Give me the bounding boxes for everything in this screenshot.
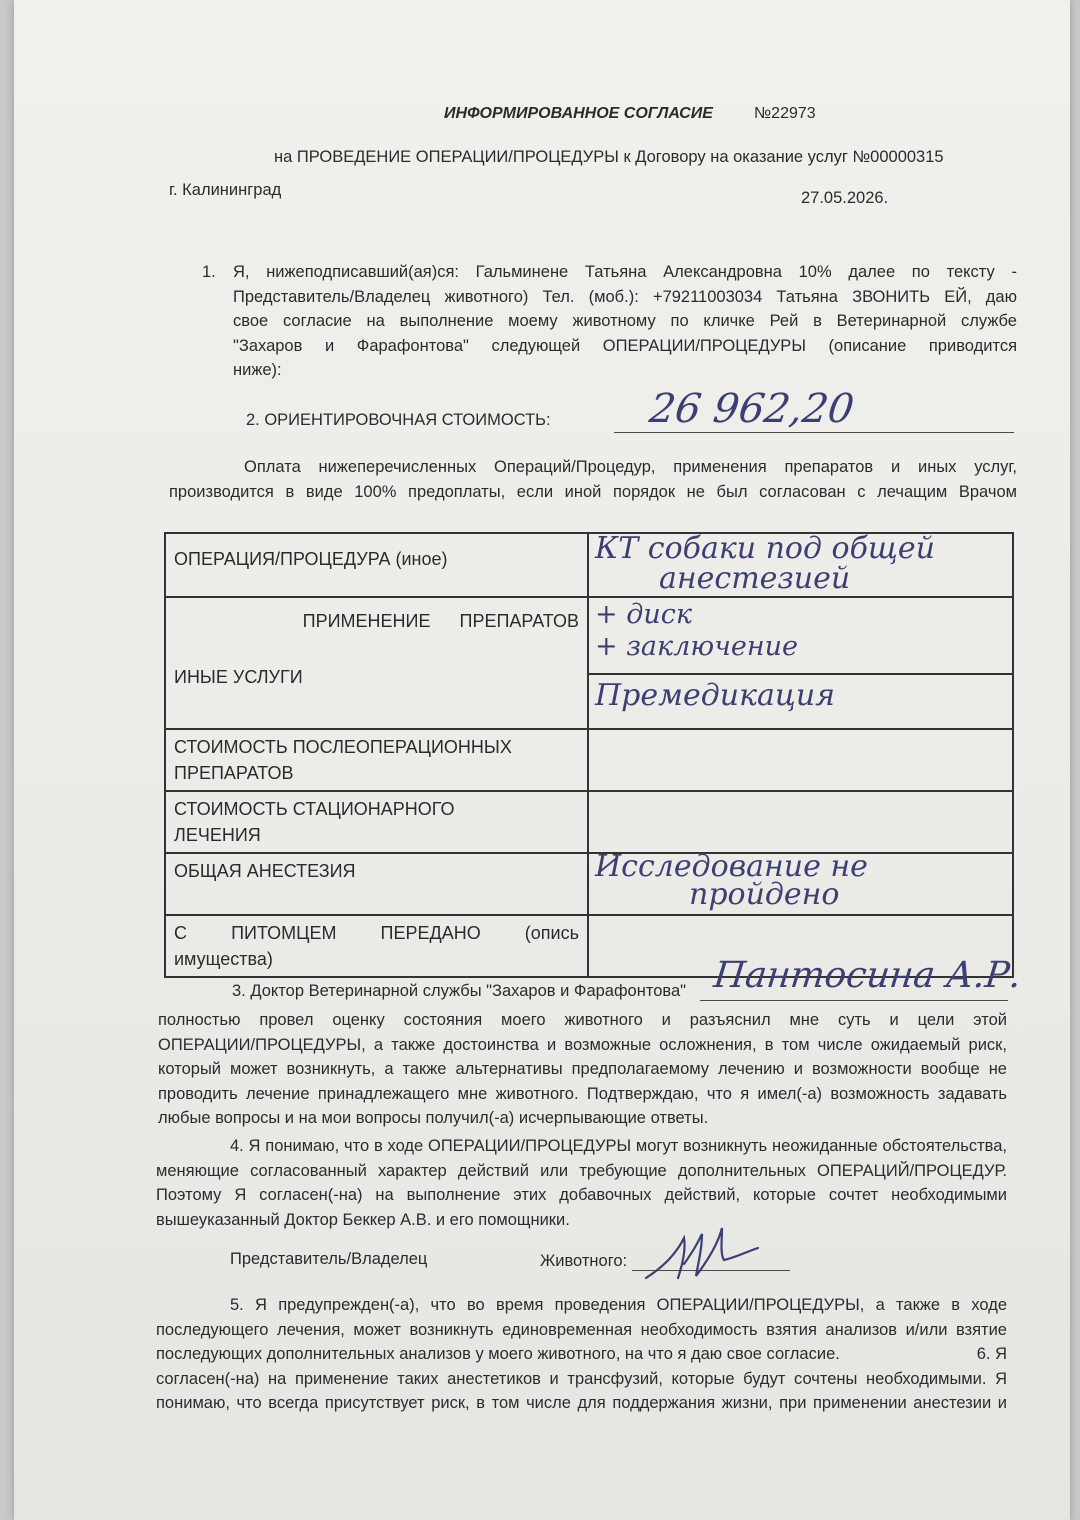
property-label: С ПИТОМЦЕМ ПЕРЕДАНО (опись (174, 923, 579, 943)
property-label: имущества) (174, 949, 273, 969)
table-cell-label (165, 597, 588, 729)
table-row (165, 597, 1013, 729)
section4-line: вышеуказанный Доктор Беккер А.В. и его помощники. (156, 1210, 570, 1229)
section1-body (233, 260, 1017, 383)
estimated-cost-label: 2. ОРИЕНТИРОВОЧНАЯ СТОИМОСТЬ: (246, 411, 551, 429)
section1-line: свое согласие на выполнение моему животному по кличке Рей в Ветеринарной службе (233, 312, 1017, 330)
handwritten-entry: Исследование не (595, 849, 868, 884)
table-row (165, 791, 1013, 853)
section5-body (156, 1293, 1007, 1416)
section3-line: ОПЕРАЦИИ/ПРОЦЕДУРЫ, а также достоинства и возможные осложнения, в том числе ожидаемый риск, (158, 1035, 1007, 1054)
section5-line: 5. Я предупрежден(-а), что во время проведения ОПЕРАЦИИ/ПРОЦЕДУРЫ, а также в ходе (230, 1296, 1007, 1314)
payment-line: Оплата нижеперечисленных Операций/Процедур, применения препаратов и иных услуг, (244, 458, 1017, 476)
table-cell-label (165, 791, 588, 853)
handwritten-cost: 26 962,20 (646, 386, 857, 432)
procedure-table (164, 532, 1014, 978)
section3-lead: 3. Доктор Ветеринарной службы "Захаров и Фарафонтова" (232, 982, 686, 1000)
section4-line: 4. Я понимаю, что в ходе ОПЕРАЦИИ/ПРОЦЕДУРЫ могут возникнуть неожиданные обстоятельства, (230, 1137, 1007, 1155)
document-page (14, 0, 1070, 1520)
section6-line: согласен(-на) на применение таких анестетиков и трансфузий, которые будут сочтены необходимыми. Я (156, 1369, 1007, 1388)
postop-label: СТОИМОСТЬ ПОСЛЕОПЕРАЦИОННЫХ (174, 737, 512, 757)
section4-line: меняющие согласованный характер действий или требующие дополнительных ОПЕРАЦИЙ/ПРОЦЕДУР. (156, 1161, 1007, 1180)
doctor-signature-line (700, 1000, 1008, 1001)
inpatient-label: ЛЕЧЕНИЯ (174, 825, 261, 845)
section1-line: Я, нижеподписавший(ая)ся: Гальминене Татьяна Александровна 10% далее по тексту - (233, 263, 1017, 281)
handwritten-entry: КТ собаки под общей (595, 531, 936, 566)
postop-label: ПРЕПАРАТОВ (174, 763, 294, 783)
anesthesia-label: ОБЩАЯ АНЕСТЕЗИЯ (174, 861, 356, 881)
table-row (165, 533, 1013, 597)
section6-line: понимаю, что всегда присутствует риск, в том числе для поддержания жизни, при применении анестезии и (156, 1394, 1007, 1412)
section5-line-text: последующих дополнительных анализов у моего животного, на что я даю свое согласие. (156, 1345, 840, 1363)
owner-label: Представитель/Владелец (230, 1250, 428, 1268)
section5-line: последующего лечения, может возникнуть единовременная необходимость взятия анализов и/или взятие (156, 1320, 1007, 1339)
inpatient-label (174, 796, 579, 822)
document-number: №22973 (754, 105, 816, 122)
table-cell-value (588, 849, 1013, 915)
preparations-value (589, 598, 1012, 675)
handwritten-entry: анестезией (659, 561, 851, 596)
section4-body (156, 1134, 1007, 1232)
document-city: г. Калининград (169, 181, 282, 199)
section3-line: любые вопросы и на мои вопросы получил(-а) исчерпывающие ответы. (158, 1109, 709, 1127)
preparations-label: ПРИМЕНЕНИЕ ПРЕПАРАТОВ (302, 611, 579, 631)
cost-underline (614, 432, 1014, 433)
other-services-label: ИНЫЕ УСЛУГИ (174, 667, 303, 687)
section5-line (156, 1342, 1007, 1367)
inpatient-label-word: СТОИМОСТЬ СТАЦИОНАРНОГО (174, 799, 455, 819)
document-subtitle: на ПРОВЕДЕНИЕ ОПЕРАЦИИ/ПРОЦЕДУРЫ к Договору на оказание услуг №00000315 (274, 148, 944, 166)
section4-line: Поэтому Я согласен(-на) на выполнение этих добавочных действий, которые сочтет необходимыми (156, 1186, 1007, 1204)
operation-label: ОПЕРАЦИЯ/ПРОЦЕДУРА (иное) (174, 549, 448, 569)
handwritten-entry: пройдено (689, 877, 840, 912)
doctor-signature: Пантосина А.Р. (711, 955, 1023, 996)
table-cell-value (588, 533, 1013, 597)
table-cell-label (165, 533, 588, 597)
other-services-value (589, 675, 1012, 728)
section3-line: проводить лечение принадлежащего мне животного. Подтверждаю, что я имел(-а) возможность задавать (158, 1084, 1007, 1103)
document-title: ИНФОРМИРОВАННОЕ СОГЛАСИЕ (444, 105, 713, 122)
table-cell-value (588, 729, 1013, 791)
section1-line: "Захаров и Фарафонтова" следующей ОПЕРАЦИИ/ПРОЦЕДУРЫ (описание приводится (233, 336, 1017, 355)
section6-start: 6. Я (976, 1345, 1007, 1363)
table-cell-label (165, 915, 588, 977)
payment-terms (169, 455, 1017, 504)
animal-label: Животного: (540, 1252, 628, 1270)
table-cell-label (165, 853, 588, 915)
section1-line: Представитель/Владелец животного) Тел. (моб.): +79211003034 Татьяна ЗВОНИТЬ ЕЙ, даю (233, 287, 1017, 306)
document-date: 27.05.2026. (801, 189, 889, 207)
table-cell-value (588, 597, 1013, 729)
section1-line: ниже): (233, 361, 282, 379)
payment-line: производится в виде 100% предоплаты, если иной порядок не был согласован с лечащим Врачом (169, 482, 1017, 501)
owner-signature (638, 1220, 768, 1286)
section3-line: который может возникнуть, а также альтернативы предполагаемому лечению и возможности вообще не (158, 1060, 1007, 1078)
handwritten-entry: Премедикация (595, 678, 835, 713)
table-row (165, 853, 1013, 915)
section3-body (158, 1008, 1007, 1131)
table-cell-label (165, 729, 588, 791)
table-cell-value (588, 791, 1013, 853)
section3-line: полностью провел оценку состояния моего животного и разъяснил мне суть и цели этой (158, 1011, 1007, 1029)
handwritten-entry: + заключение (595, 631, 799, 662)
table-row (165, 729, 1013, 791)
handwritten-entry: + диск (595, 599, 692, 630)
section1-number: 1. (202, 263, 216, 281)
